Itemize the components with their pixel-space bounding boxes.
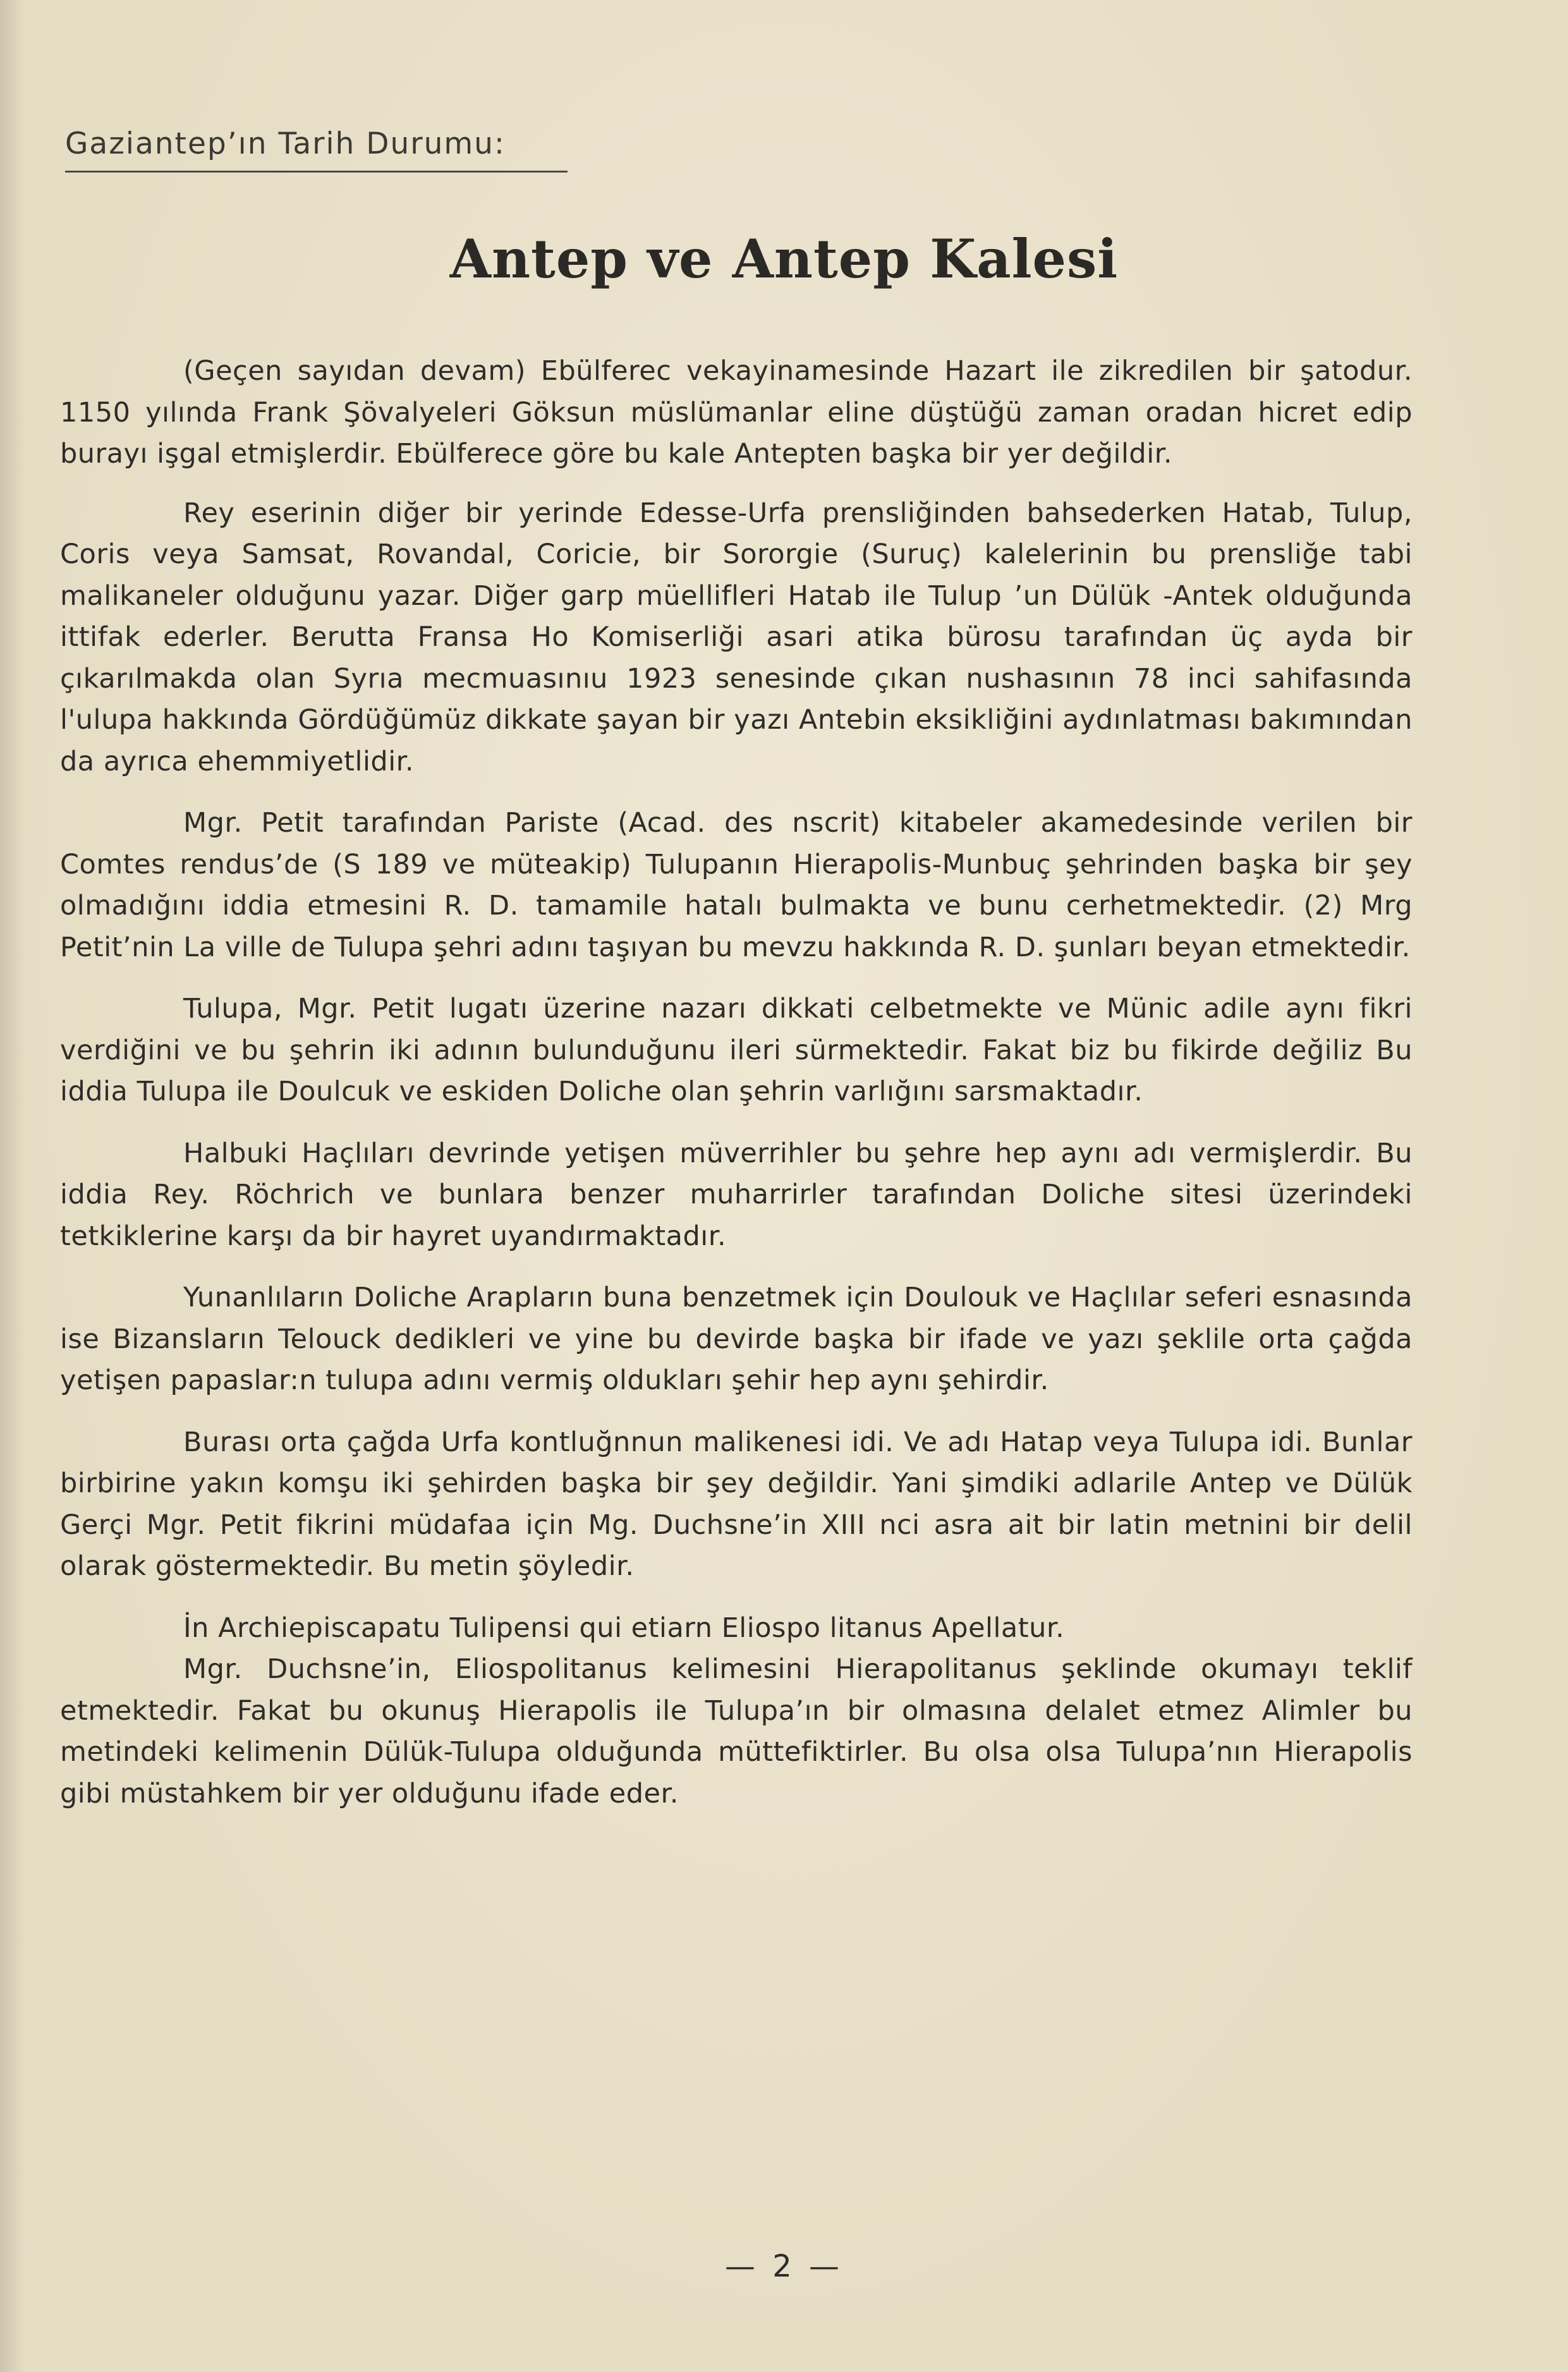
paragraph-4: Tulupa, Mgr. Petit lugatı üzerine nazarı dikkati celbetmekte ve Münic adile aynı fikri verdiğini ve bu şehrin iki adının bulunduğunu ileri sürmektedir. Fakat biz bu fikirde değiliz Bu iddia Tulupa ile Doulcuk ve eskiden Doliche olan şehrin varlığını sarsmaktadır. <box>60 993 1413 1107</box>
article-body <box>60 351 1413 1815</box>
page-number: — 2 — <box>724 2249 844 2284</box>
paragraph-3: Mgr. Petit tarafından Pariste (Acad. des nscrit) kitabeler akamedesinde verilen bir Comtes rendus’de (S 189 ve müteakip) Tulupanın Hierapolis-Munbuç şehrinden başka bir şey olmadığını iddia etmesini R. D. tamamile hatalı bulmakta ve bunu cerhetmektedir. (2) Mrg Petit’nin La ville de Tulupa şehri adını taşıyan bu mevzu hakkında R. D. şunları beyan etmektedir. <box>60 807 1413 963</box>
paragraph-8: Mgr. Duchsne’in, Eliospolitanus kelimesini Hierapolitanus şeklinde okumayı teklif etmektedir. Fakat bu okunuş Hierapolis ile Tulupa’ın bir olmasına delalet etmez Alimler bu metindeki kelimenin Dülük-Tulupa olduğunda müttefiktirler. Bu olsa olsa Tulupa’nın Hierapolis gibi müstahkem bir yer olduğunu ifade eder. <box>60 1653 1413 1809</box>
latin-quote: İn Archiepiscapatu Tulipensi qui etiarn Eliospo litanus Apellatur. <box>183 1612 1065 1644</box>
paragraph-2: Rey eserinin diğer bir yerinde Edesse-Urfa prensliğinden bahsederken Hatab, Tulup, Coris veya Samsat, Rovandal, Coricie, bir Sororgie (Suruç) kalelerinin bu prensliğe tabi malikaneler olduğunu yazar. Diğer garp müellifleri Hatab ile Tulup ’un Dülük -Antek olduğunda ittifak ederler. Berutta Fransa Ho Komiserliği asari atika bürosu tarafından üç ayda bir çıkarılmakda olan Syrıa mecmuasınıu 1923 senesinde çıkan nushasının 78 inci sahifasında l'ulupa hakkında Gördüğümüz dikkate şayan bir yazı Antebin eksikliğini aydınlatması bakımından da ayrıca ehemmiyetlidir. <box>60 497 1413 777</box>
section-label-underline <box>65 171 568 173</box>
paragraph-7: Burası orta çağda Urfa kontluğnnun malikenesi idi. Ve adı Hatap veya Tulupa idi. Bunlar birbirine yakın komşu iki şehirden başka bir şey değildir. Yani şimdiki adlarile Antep ve Dülük Gerçi Mgr. Petit fikrini müdafaa için Mg. Duchsne’in XIII nci asra ait bir latin metnini bir delil olarak göstermektedir. Bu metin şöyledir. <box>60 1426 1413 1582</box>
article-title: Antep ve Antep Kalesi <box>449 228 1119 290</box>
page-edge-shadow <box>0 0 25 2372</box>
paragraph-6: Yunanlıların Doliche Arapların buna benzetmek için Doulouk ve Haçlılar seferi esnasında ise Bizansların Telouck dedikleri ve yine bu devirde başka bir ifade ve yazı şeklile orta çağda yetişen papaslar:n tulupa adını vermiş oldukları şehir hep aynı şehirdir. <box>60 1282 1413 1396</box>
paragraph-1: (Geçen sayıdan devam) Ebülferec vekayinamesinde Hazart ile zikredilen bir şatodur. 1150 yılında Frank Şövalyeleri Göksun müslümanlar eline düştüğü zaman oradan hicret edip burayı işgal etmişlerdir. Ebülferece göre bu kale Antepten başka bir yer değildir. <box>60 355 1413 470</box>
paragraph-5: Halbuki Haçlıları devrinde yetişen müverrihler bu şehre hep aynı adı vermişlerdir. Bu iddia Rey. Röchrich ve bunlara benzer muharrirler tarafından Doliche sitesi üzerindeki tetkiklerine karşı da bir hayret uyandırmaktadır. <box>60 1137 1413 1252</box>
section-label: Gaziantep’ın Tarih Durumu: <box>65 126 506 161</box>
